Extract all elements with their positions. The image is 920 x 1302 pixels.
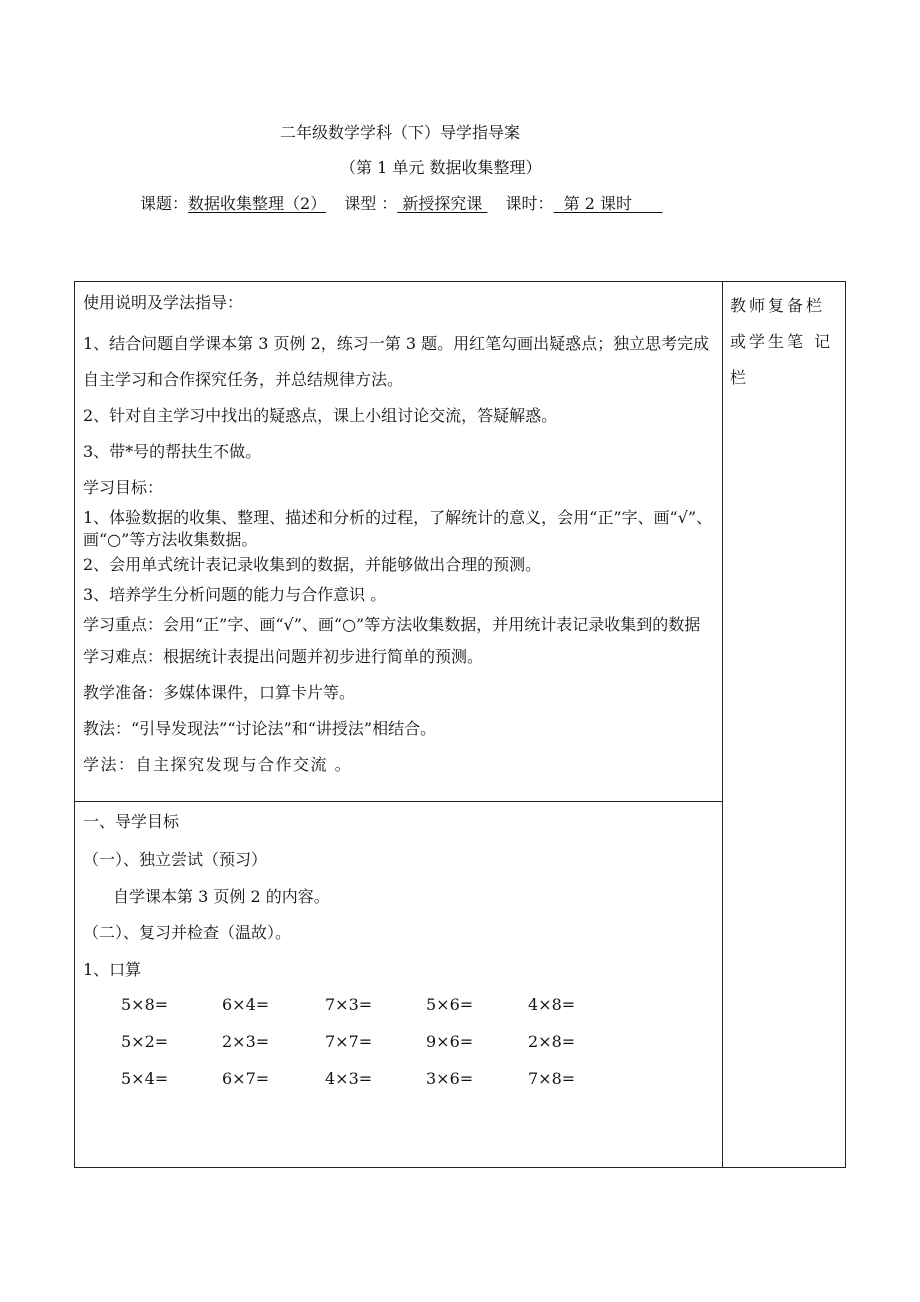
difficulty: 学习难点：根据统计表提出问题并初步进行简单的预测。 (83, 647, 484, 666)
subsection-2: （二）、复习并检查（温故）。 (83, 923, 292, 942)
lesson-meta (140, 191, 663, 214)
preparation: 教学准备：多媒体课件，口算卡片等。 (83, 683, 356, 702)
instruction-item-1: 1、结合问题自学课本第 3 页例 2，练习一第 3 题。用红笔勾画出疑惑点；独立思考完成自主学习和合作探究任务，并总结规律方法。 (83, 334, 710, 389)
key-point: 学习重点：会用“正”字、画“√”、画“○”等方法收集数据，并用统计表记录收集到的数据 (83, 615, 701, 634)
oral-calc-label: 1、口算 (83, 960, 142, 979)
column-divider (722, 282, 723, 1167)
calc-item: 2×3= (222, 1032, 270, 1051)
period-label: 课时： (505, 194, 554, 213)
learning-method: 学法：自主探究发现与合作交流 。 (83, 755, 353, 774)
calc-item: 7×7= (325, 1032, 373, 1051)
subsection-1: （一）、独立尝试（预习） (83, 850, 268, 869)
instructions-heading: 使用说明及学法指导： (83, 293, 244, 312)
calc-item: 3×6= (426, 1069, 474, 1088)
calc-item: 5×4= (121, 1069, 169, 1088)
guidance-cell (83, 290, 715, 776)
period-value: 第 2 课时 (553, 194, 663, 213)
goal-item-2: 2、会用单式统计表记录收集到的数据，并能够做出合理的预测。 (83, 555, 542, 574)
calc-item: 5×6= (426, 995, 474, 1014)
page-title: 二年级数学学科（下）导学指导案 (280, 123, 521, 142)
calc-item: 4×3= (325, 1069, 373, 1088)
calc-item: 6×4= (222, 995, 270, 1014)
section-heading: 一、导学目标 (83, 812, 180, 831)
topic-value: 数据收集整理（2） (188, 194, 327, 213)
calc-item: 5×2= (121, 1032, 169, 1051)
page-subtitle: （第 1 单元 数据收集整理） (340, 158, 542, 177)
calc-item: 7×8= (528, 1069, 576, 1088)
calc-item: 4×8= (528, 995, 576, 1014)
row-divider (75, 801, 722, 802)
goals-heading: 学习目标： (83, 478, 164, 497)
type-label: 课型 ： (344, 194, 398, 213)
subsection-1-text: 自学课本第 3 页例 2 的内容。 (113, 887, 330, 906)
calc-item: 5×8= (121, 995, 169, 1014)
lesson-table (74, 281, 846, 1168)
goal-item-3: 3、培养学生分析问题的能力与合作意识 。 (83, 585, 387, 604)
calc-item: 9×6= (426, 1032, 474, 1051)
type-value: 新授探究课 (397, 194, 488, 213)
teaching-method: 教法：“引导发现法”“讨论法”和“讲授法”相结合。 (83, 719, 437, 738)
calc-item: 7×3= (325, 995, 373, 1014)
goal-item-1: 1、体验数据的收集、整理、描述和分析的过程，了解统计的意义，会用“正”字、画“√”、画“○”等方法收集数据。 (83, 508, 713, 549)
topic-label: 课题： (140, 194, 189, 213)
calc-item: 2×8= (528, 1032, 576, 1051)
calc-item: 6×7= (222, 1069, 270, 1088)
notes-column-label: 教师复备栏或学生笔 记栏 (730, 296, 834, 387)
instruction-item-2: 2、针对自主学习中找出的疑惑点，课上小组讨论交流，答疑解惑。 (83, 406, 558, 425)
instruction-item-3: 3、带*号的帮扶生不做。 (83, 442, 262, 461)
